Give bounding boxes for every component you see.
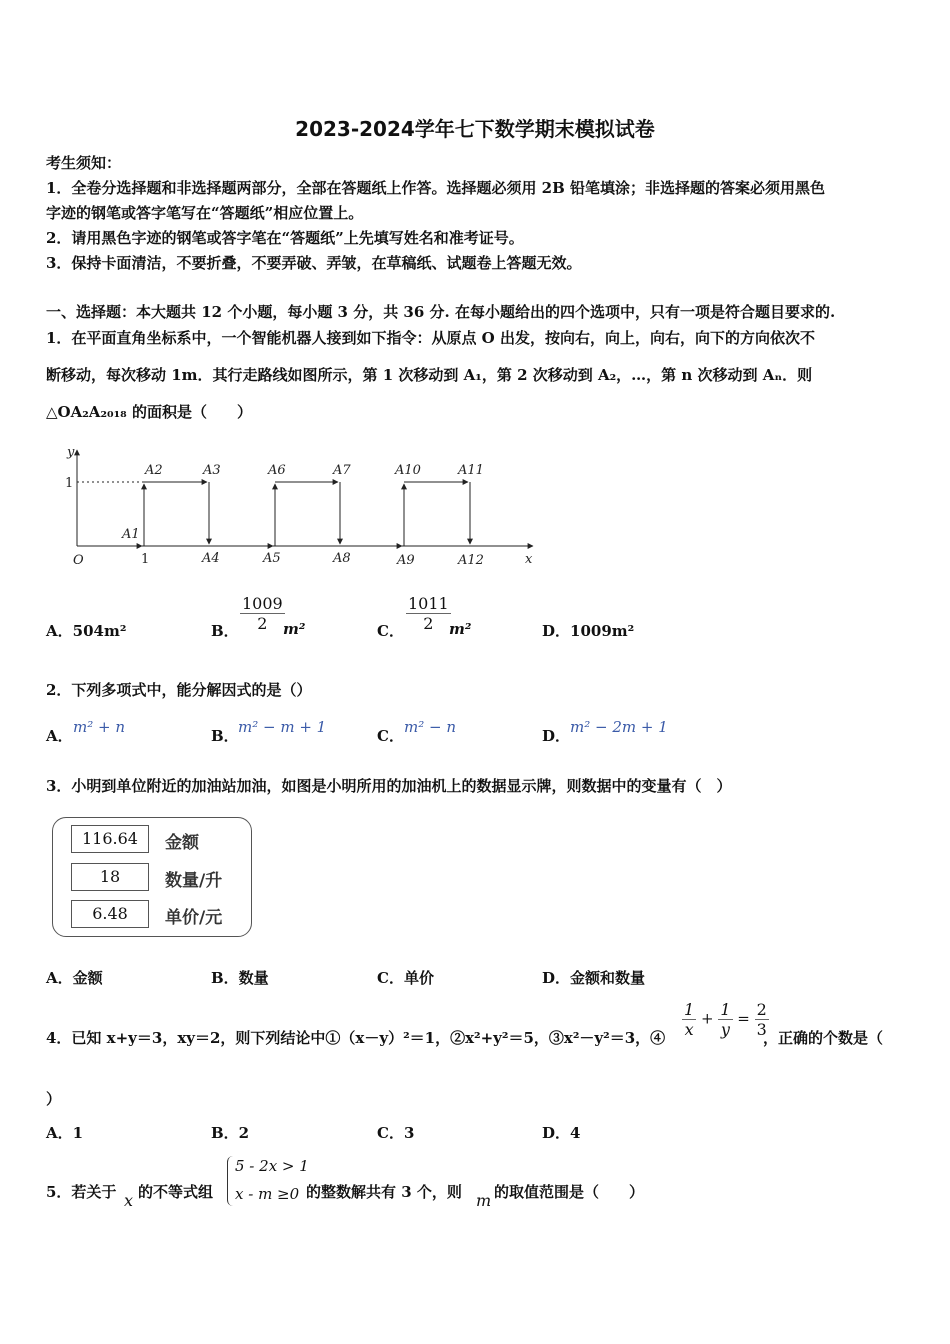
q1-c-denominator: 2: [423, 614, 434, 633]
q4-plus: +: [700, 1009, 714, 1028]
q1-b-denominator: 2: [257, 614, 268, 633]
fig-tick-x1: 1: [141, 552, 150, 567]
q4-option-d[interactable]: D．4: [542, 1124, 581, 1142]
notice-line-3: 2．请用黑色字迹的钢笔或答字笔在“答题纸”上先填写姓名和准考证号。: [46, 229, 524, 247]
q3-option-a[interactable]: A．金额: [46, 969, 103, 987]
fig-label-origin: O: [73, 553, 84, 568]
q1-path-figure: [55, 440, 555, 575]
pump-price-value: 6.48: [71, 900, 149, 928]
q5-stem-mid: 的不等式组: [138, 1183, 214, 1201]
fig-label-A3: A3: [203, 463, 221, 478]
section-heading: 一、选择题：本大题共 12 个小题，每小题 3 分，共 36 分. 在每小题给出的四个选项中，只有一项是符合题目要求的.: [46, 303, 836, 321]
q4-f2-den: y: [720, 1020, 730, 1039]
q3-option-b[interactable]: B．数量: [211, 969, 269, 987]
q1-c-numerator: 1011: [408, 594, 449, 613]
q3-option-c[interactable]: C．单价: [377, 969, 434, 987]
notice-line-4: 3．保持卡面清洁，不要折叠，不要弄破、弄皱，在草稿纸、试题卷上答题无效。: [46, 254, 582, 272]
fig-label-A2: A2: [145, 463, 163, 478]
notice-line-2: 字迹的钢笔或答字笔写在“答题纸”相应位置上。: [46, 204, 364, 222]
fig-label-A1: A1: [122, 527, 140, 542]
q1-option-b-unit: m²: [283, 620, 306, 638]
q1-option-c-unit: m²: [449, 620, 472, 638]
q4-stem-close: ）: [46, 1090, 62, 1108]
q5-brace: [227, 1156, 234, 1206]
q5-stem-post: 的整数解共有 3 个，则: [306, 1183, 462, 1201]
q1-option-c-label[interactable]: C．: [377, 622, 404, 640]
q4-fraction-expression: [682, 1000, 769, 1039]
fig-label-A10: A10: [395, 463, 421, 478]
q5-inequality-2: x - m ≥0: [235, 1185, 300, 1203]
q1-option-d[interactable]: D．1009m²: [542, 622, 635, 640]
q5-stem-start: 5．若关于: [46, 1183, 117, 1201]
pump-amount-label: 金额: [165, 833, 199, 853]
q2-option-d[interactable]: m² − 2m + 1: [570, 718, 668, 736]
q4-f2-num: 1: [720, 1000, 731, 1019]
q2-option-c-label[interactable]: C．: [377, 727, 404, 745]
pump-quantity-label: 数量/升: [165, 871, 223, 891]
q3-stem: 3．小明到单位附近的加油站加油，如图是小明所用的加油机上的数据显示牌，则数据中的变量有（ ）: [46, 777, 732, 795]
fig-label-A4: A4: [202, 551, 220, 566]
q4-option-a[interactable]: A．1: [46, 1124, 84, 1142]
q4-f1-num: 1: [684, 1000, 695, 1019]
fuel-pump-display: [52, 817, 252, 937]
q2-stem: 2．下列多项式中，能分解因式的是（）: [46, 681, 312, 699]
fig-label-A5: A5: [263, 551, 281, 566]
pump-amount-value: 116.64: [71, 825, 149, 853]
q5-variable-x: x: [124, 1191, 134, 1210]
fig-label-A11: A11: [458, 463, 484, 478]
q5-inequality-1: 5 - 2x > 1: [235, 1157, 309, 1175]
q1-line-2: 断移动，每次移动 1m．其行走路线如图所示，第 1 次移动到 A₁，第 2 次移动到 A₂，…，第 n 次移动到 Aₙ．则: [46, 366, 813, 384]
q2-option-a[interactable]: m² + n: [73, 718, 126, 736]
q4-option-c[interactable]: C．3: [377, 1124, 415, 1142]
fig-label-A9: A9: [397, 553, 415, 568]
fig-label-A12: A12: [458, 553, 484, 568]
q4-f3-den: 3: [756, 1020, 767, 1039]
q1-line-1: 1．在平面直角坐标系中，一个智能机器人接到如下指令：从原点 O 出发，按向右，向上，向右，向下的方向依次不: [46, 329, 815, 347]
q2-option-c[interactable]: m² − n: [404, 718, 457, 736]
q2-option-d-label[interactable]: D．: [542, 727, 571, 745]
q4-f1-den: x: [684, 1020, 694, 1039]
q4-equals: =: [737, 1009, 750, 1028]
fig-label-A7: A7: [333, 463, 351, 478]
q1-option-a[interactable]: A．504m²: [46, 622, 127, 640]
q3-option-d[interactable]: D．金额和数量: [542, 969, 646, 987]
q2-option-b[interactable]: m² − m + 1: [238, 718, 327, 736]
notice-heading: 考生须知：: [46, 154, 122, 172]
q4-stem-tail: ，正确的个数是（: [763, 1029, 884, 1047]
q1-b-numerator: 1009: [242, 594, 283, 613]
q4-stem: 4．已知 x+y＝3，xy＝2，则下列结论中①（x－y）²＝1，②x²+y²＝5，③x²－y²＝3，④: [46, 1029, 666, 1047]
q1-option-b-label[interactable]: B．: [211, 622, 239, 640]
q2-option-a-label[interactable]: A．: [46, 727, 73, 745]
q1-line-3: △OA₂A₂₀₁₈ 的面积是（ ）: [46, 403, 252, 421]
q4-option-b[interactable]: B．2: [211, 1124, 250, 1142]
q5-variable-m: m: [476, 1191, 492, 1210]
q1-option-c-fraction: [406, 594, 451, 633]
q5-stem-end: 的取值范围是（ ）: [494, 1183, 645, 1201]
q1-option-b-fraction: [240, 594, 285, 633]
q2-option-b-label[interactable]: B．: [211, 727, 239, 745]
fig-label-x: x: [525, 552, 533, 567]
fig-label-A8: A8: [333, 551, 351, 566]
pump-quantity-value: 18: [71, 863, 149, 891]
notice-line-1: 1．全卷分选择题和非选择题两部分，全部在答题纸上作答。选择题必须用 2B 铅笔填涂；非选择题的答案必须用黑色: [46, 179, 826, 197]
pump-price-label: 单价/元: [165, 908, 223, 928]
fig-tick-y1: 1: [65, 476, 74, 491]
fig-label-y: y: [67, 445, 75, 460]
q4-f3-num: 2: [756, 1000, 767, 1019]
fig-label-A6: A6: [268, 463, 286, 478]
page-title: 2023-2024学年七下数学期末模拟试卷: [295, 117, 655, 141]
